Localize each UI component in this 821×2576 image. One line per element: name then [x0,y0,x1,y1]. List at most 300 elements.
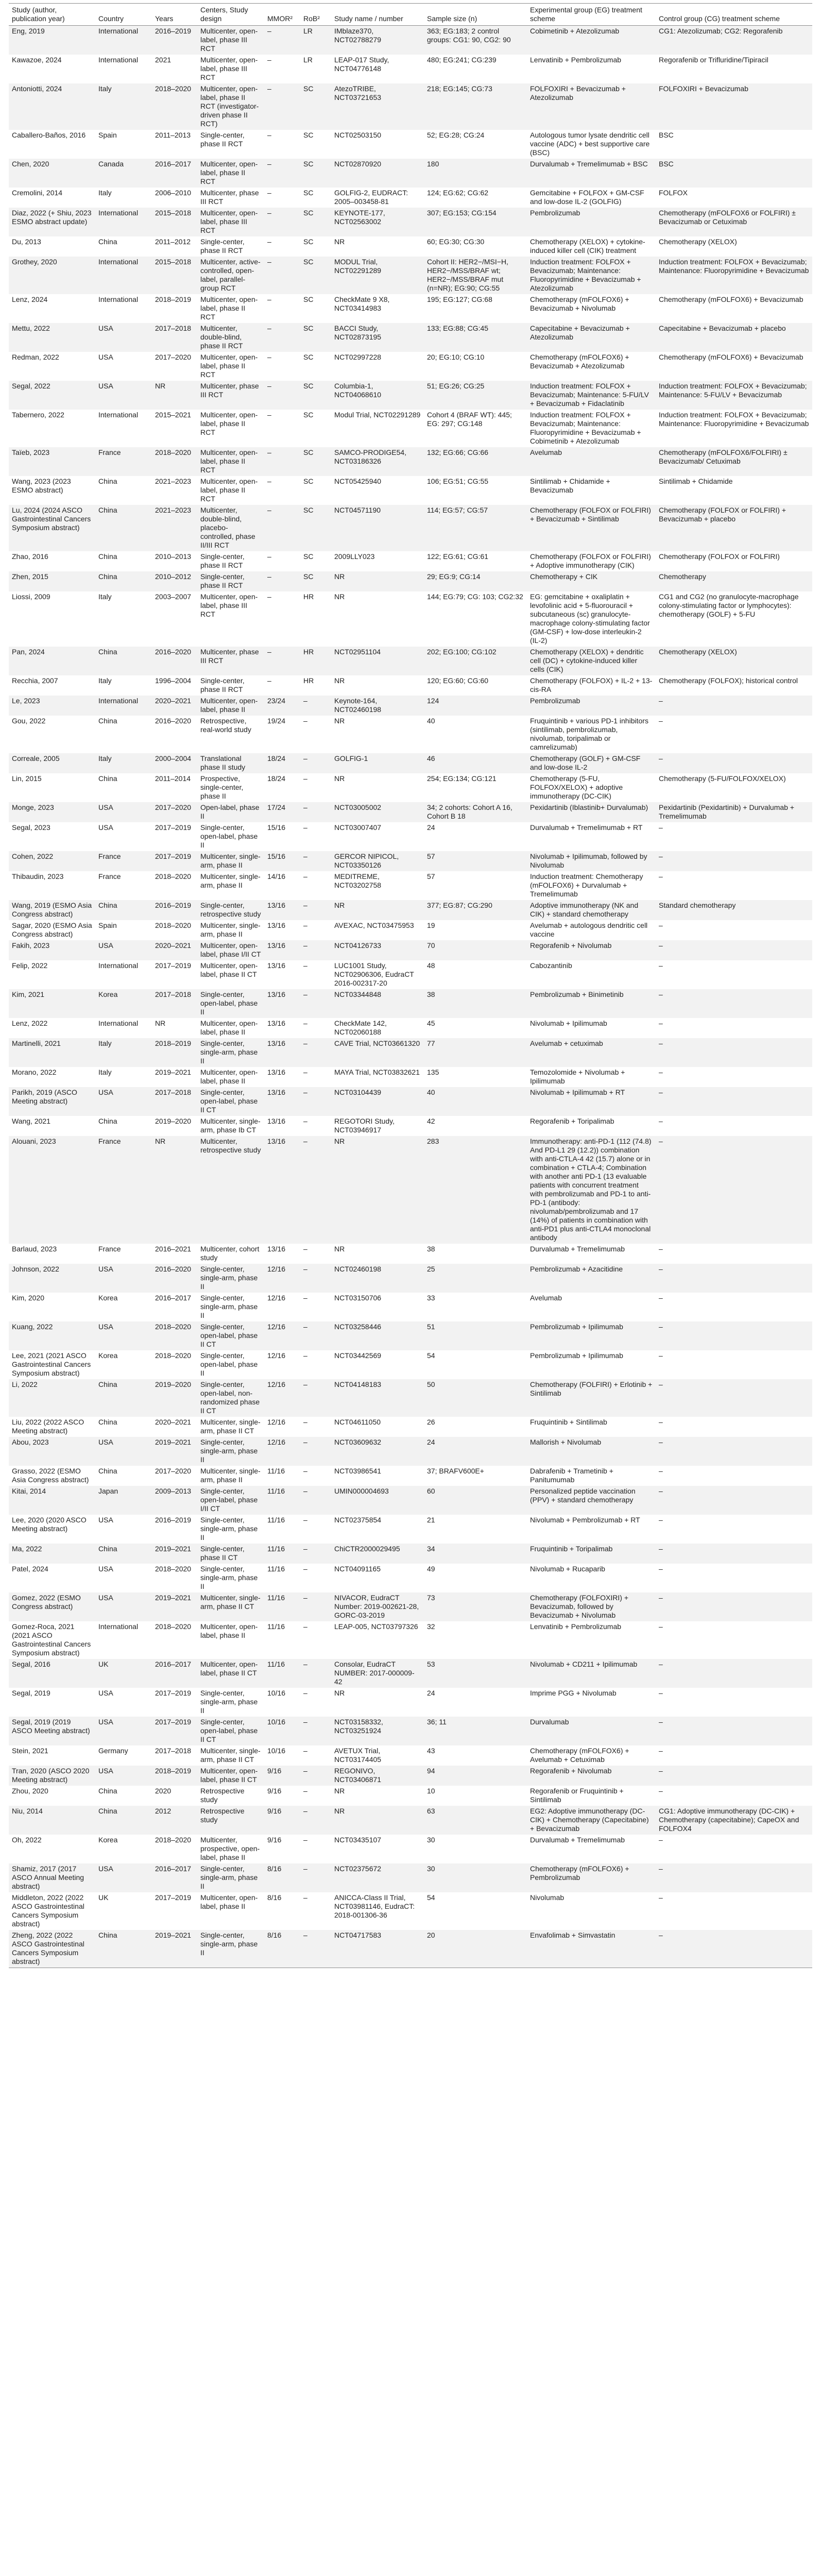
table-cell: – [300,1930,331,1968]
table-row [9,1659,812,1688]
table-cell: Single-center, single-arm, phase II [197,1038,264,1067]
table-cell: Multicenter, single-arm, phase II CT [197,1745,264,1766]
table-cell: 43 [424,1745,527,1766]
table-cell: Pembrolizumab + Ipilimumab [527,1321,656,1350]
table-cell: Multicenter, phase III RCT [197,188,264,208]
table-cell: Chemotherapy (GOLF) + GM-CSF and low-dose IL-2 [527,753,656,773]
table-cell: Chemotherapy (FOLFIRI) + Erlotinib + Sintilimab [527,1379,656,1417]
table-cell: Standard chemotherapy [656,900,812,920]
table-cell: BSC [656,159,812,188]
table-cell: Regorafenib + Nivolumab [527,940,656,960]
column-header: Experimental group (EG) treatment scheme [527,4,656,26]
table-cell: – [300,1437,331,1466]
table-cell: – [656,1018,812,1038]
table-cell: FOLFOXIRI + Bevacizumab [656,83,812,130]
table-cell: Induction treatment: Chemotherapy (mFOLFOX6) + Durvalumab + Tremelimumab [527,871,656,900]
table-cell: 2020–2021 [152,940,197,960]
table-cell: Lin, 2015 [9,773,95,802]
table-cell: 2017–2019 [152,960,197,989]
table-cell: 218; EG:145; CG:73 [424,83,527,130]
table-cell: – [656,960,812,989]
table-cell: Multicenter, double-blind, placebo-controlled, phase II/III RCT [197,505,264,551]
column-header: Years [152,4,197,26]
table-cell: – [300,1264,331,1293]
table-cell: Avelumab + cetuximab [527,1038,656,1067]
table-cell: Chemotherapy (mFOLFOX6) + Bevacizumab + Atezolizumab [527,352,656,381]
table-cell: MODUL Trial, NCT02291289 [331,257,424,294]
table-cell: 38 [424,989,527,1018]
table-cell: 2017–2019 [152,1892,197,1930]
table-cell: SC [300,188,331,208]
table-cell: Parikh, 2019 (ASCO Meeting abstract) [9,1087,95,1116]
table-cell: 363; EG:183; 2 control groups: CG1: 90, CG2: 90 [424,26,527,55]
table-cell: – [656,1930,812,1968]
table-cell: 21 [424,1515,527,1544]
table-cell: 11/16 [264,1659,300,1688]
table-cell: 51; EG:26; CG:25 [424,381,527,410]
table-cell: Induction treatment: FOLFOX + Bevacizumab; Maintenance: 5-FU/LV + Bevacizumab [656,381,812,410]
table-cell: Barlaud, 2023 [9,1244,95,1264]
table-cell: – [300,1321,331,1350]
table-cell: – [656,851,812,871]
table-cell: 11/16 [264,1621,300,1659]
table-cell: – [300,1892,331,1930]
table-cell: Multicenter, retrospective study [197,1136,264,1244]
table-cell: Multicenter, open-label, phase II RCT (investigator-driven phase II RCT) [197,83,264,130]
table-cell: CG1 and CG2 (no granulocyte-macrophage colony-stimulating factor or lymphocytes): chemotherapy (GOLF) + 5-FU [656,591,812,647]
table-cell: – [656,1892,812,1930]
table-cell: Retrospective, real-world study [197,716,264,753]
table-cell: 48 [424,960,527,989]
table-cell: Chen, 2020 [9,159,95,188]
table-cell: Single-center, open-label, phase II CT [197,1321,264,1350]
table-cell: Single-center, single-arm, phase II [197,1930,264,1968]
table-cell: SC [300,236,331,257]
table-cell: BSC [656,130,812,159]
table-cell: 2017–2019 [152,822,197,851]
table-row [9,1892,812,1930]
table-row [9,551,812,571]
table-cell: 12/16 [264,1350,300,1379]
table-cell: Personalized peptide vaccination (PPV) + standard chemotherapy [527,1486,656,1515]
table-cell: 2018–2020 [152,871,197,900]
table-cell: NCT03104439 [331,1087,424,1116]
table-cell: 34 [424,1544,527,1564]
table-cell: Lenz, 2022 [9,1018,95,1038]
table-cell: 2017–2019 [152,1717,197,1745]
table-cell: 25 [424,1264,527,1293]
table-cell: 2019–2021 [152,1067,197,1087]
table-cell: – [300,1766,331,1786]
table-row [9,920,812,940]
table-cell: 2017–2020 [152,352,197,381]
table-cell: Chemotherapy (mFOLFOX6 or FOLFIRI) ± Bevacizumab or Cetuximab [656,208,812,236]
table-row [9,1835,812,1863]
table-cell: Nivolumab + Ipilimumab [527,1018,656,1038]
table-cell: 2019–2021 [152,1930,197,1968]
table-cell: France [95,1136,152,1244]
table-cell: Chemotherapy (mFOLFOX6/FOLFIRI) ± Bevacizumab/ Cetuximab [656,447,812,476]
table-cell: 2018–2020 [152,1350,197,1379]
table-cell: 13/16 [264,940,300,960]
table-cell: 13/16 [264,1018,300,1038]
table-cell: – [264,55,300,83]
table-cell: Durvalumab + Tremelimumab + RT [527,822,656,851]
table-cell: 2017–2019 [152,851,197,871]
table-cell: Regorafenib + Toripalimab [527,1116,656,1136]
table-cell: – [656,1717,812,1745]
table-cell: China [95,773,152,802]
table-cell: LR [300,26,331,55]
table-cell: Durvalumab + Tremelimumab [527,1244,656,1264]
table-cell: Cremolini, 2014 [9,188,95,208]
table-cell: – [300,773,331,802]
table-cell: – [300,1621,331,1659]
table-row [9,851,812,871]
table-cell: – [656,989,812,1018]
table-cell: – [656,920,812,940]
table-cell: MAYA Trial, NCT03832621 [331,1067,424,1087]
table-cell: – [300,871,331,900]
table-cell: Segal, 2016 [9,1659,95,1688]
table-cell: Multicenter, open-label, phase II CT [197,1766,264,1786]
table-cell: Multicenter, open-label, phase II [197,1892,264,1930]
table-row [9,188,812,208]
table-cell: Oh, 2022 [9,1835,95,1863]
table-cell: USA [95,1717,152,1745]
table-cell: 10/16 [264,1717,300,1745]
table-row [9,83,812,130]
table-cell: – [300,1116,331,1136]
table-cell: 13/16 [264,1087,300,1116]
table-cell: FOLFOXIRI + Bevacizumab + Atezolizumab [527,83,656,130]
table-cell: Fruquintinib + Toripalimab [527,1544,656,1564]
table-cell: Pexidartinib (Pexidartinib) + Durvalumab + Tremelimumab [656,802,812,822]
table-row [9,257,812,294]
table-cell: China [95,1930,152,1968]
table-cell: Korea [95,1835,152,1863]
table-cell: Chemotherapy (FOLFOX) + IL-2 + 13-cis-RA [527,675,656,696]
table-cell: Multicenter, open-label, phase II CT [197,1659,264,1688]
table-cell: NCT03007407 [331,822,424,851]
table-cell: 10/16 [264,1688,300,1717]
table-cell: – [300,1564,331,1592]
table-row [9,1038,812,1067]
column-header: RoB² [300,4,331,26]
table-cell: – [656,1244,812,1264]
table-cell: Lenvatinib + Pembrolizumab [527,55,656,83]
table-cell: International [95,696,152,716]
table-cell: Grothey, 2020 [9,257,95,294]
table-cell: 2015–2018 [152,257,197,294]
table-row [9,1515,812,1544]
table-cell: 2019–2021 [152,1437,197,1466]
table-cell: 46 [424,753,527,773]
table-cell: – [656,1515,812,1544]
table-cell: Kitai, 2014 [9,1486,95,1515]
table-cell: 2016–2021 [152,1244,197,1264]
table-cell: NR [152,1136,197,1244]
table-cell: 2018–2020 [152,1621,197,1659]
table-cell: Multicenter, open-label, phase II RCT [197,352,264,381]
table-cell: China [95,1379,152,1417]
table-cell: France [95,851,152,871]
table-cell: Italy [95,83,152,130]
table-cell: Regorafenib + Nivolumab [527,1766,656,1786]
table-cell: Segal, 2019 (2019 ASCO Meeting abstract) [9,1717,95,1745]
table-cell: 2017–2018 [152,989,197,1018]
table-cell: International [95,294,152,323]
table-cell: 2019–2020 [152,1379,197,1417]
table-cell: Kim, 2020 [9,1293,95,1321]
table-cell: Multicenter, phase III RCT [197,647,264,675]
table-row [9,323,812,352]
table-cell: Lee, 2021 (2021 ASCO Gastrointestinal Cancers Symposium abstract) [9,1350,95,1379]
table-cell: Multicenter, single-arm, phase II CT [197,1592,264,1621]
table-cell: – [300,1018,331,1038]
table-cell: – [300,1835,331,1863]
table-row [9,159,812,188]
table-cell: Multicenter, phase III RCT [197,381,264,410]
table-cell: Induction treatment: FOLFOX + Bevacizumab; Maintenance: Fluoropyrimidine + Bevacizumab + Cobimetinib + Atezolizumab [527,410,656,447]
table-cell: SC [300,352,331,381]
table-cell: 1996–2004 [152,675,197,696]
table-cell: – [264,410,300,447]
table-cell: – [264,188,300,208]
table-cell: NCT03442569 [331,1350,424,1379]
table-cell: – [264,381,300,410]
table-row [9,1437,812,1466]
table-cell: 57 [424,851,527,871]
table-row [9,208,812,236]
table-cell: 2019–2020 [152,1116,197,1136]
table-cell: – [656,1350,812,1379]
table-row [9,410,812,447]
table-cell: USA [95,1863,152,1892]
table-cell: 19 [424,920,527,940]
table-cell: France [95,871,152,900]
table-cell: Multicenter, open-label, phase III RCT [197,208,264,236]
table-cell: Prospective, single-center, phase II [197,773,264,802]
table-cell: Wang, 2023 (2023 ESMO abstract) [9,476,95,505]
table-cell: – [300,1417,331,1437]
table-cell: Chemotherapy (mFOLFOX6) + Avelumab + Cetuximab [527,1745,656,1766]
table-cell: – [300,1466,331,1486]
table-cell: 2020 [152,1786,197,1806]
table-cell: NR [331,1688,424,1717]
table-cell: 2016–2020 [152,1264,197,1293]
table-cell: 2018–2020 [152,447,197,476]
table-cell: – [300,822,331,851]
table-cell: 2003–2007 [152,591,197,647]
table-row [9,571,812,591]
table-cell: 57 [424,871,527,900]
table-cell: Caballero-Baños, 2016 [9,130,95,159]
table-cell: 2011–2012 [152,236,197,257]
table-cell: 50 [424,1379,527,1417]
table-cell: UK [95,1659,152,1688]
table-cell: NCT03258446 [331,1321,424,1350]
table-cell: 12/16 [264,1379,300,1417]
table-cell: Gomez, 2022 (ESMO Congress abstract) [9,1592,95,1621]
table-cell: CheckMate 142, NCT02060188 [331,1018,424,1038]
table-cell: NCT02951104 [331,647,424,675]
table-cell: 23/24 [264,696,300,716]
table-cell: Regorafenib or Trifluridine/Tipiracil [656,55,812,83]
table-cell: China [95,1806,152,1835]
table-cell: USA [95,1592,152,1621]
table-cell: USA [95,381,152,410]
table-cell: NCT03986541 [331,1466,424,1486]
table-cell: Chemotherapy [656,571,812,591]
table-cell: Multicenter, single-arm, phase II [197,851,264,871]
table-cell: HR [300,675,331,696]
table-cell: Single-center, single-arm, phase II [197,1688,264,1717]
table-cell: 20; EG:10; CG:10 [424,352,527,381]
table-cell: Italy [95,753,152,773]
table-cell: Chemotherapy (XELOX) + dendritic cell (DC) + cytokine-induced killer cells (CIK) [527,647,656,675]
table-cell: Retrospective study [197,1806,264,1835]
table-cell: Multicenter, double-blind, phase II RCT [197,323,264,352]
table-cell: GERCOR NIPICOL, NCT03350126 [331,851,424,871]
table-cell: – [264,130,300,159]
table-cell: Sintilimab + Chidamide [656,476,812,505]
table-cell: International [95,55,152,83]
table-cell: Pembrolizumab [527,696,656,716]
table-cell: – [656,1544,812,1564]
table-cell: USA [95,822,152,851]
table-cell: International [95,1621,152,1659]
table-cell: Retrospective study [197,1786,264,1806]
table-cell: 13/16 [264,960,300,989]
table-row [9,1786,812,1806]
table-cell: Pembrolizumab + Ipilimumab [527,1350,656,1379]
table-cell: – [656,1688,812,1717]
table-cell: Avelumab [527,447,656,476]
table-cell: Cohort II: HER2−/MSI−H, HER2−/MSS/BRAF wt; HER2−/MSS/BRAF mut (n=NR); EG:90; CG:55 [424,257,527,294]
table-row [9,1087,812,1116]
table-cell: 377; EG:87; CG:290 [424,900,527,920]
table-cell: 60; EG:30; CG:30 [424,236,527,257]
table-row [9,940,812,960]
table-cell: 2011–2013 [152,130,197,159]
table-cell: Translational phase II study [197,753,264,773]
table-cell: Multicenter, open-label, phase II [197,1621,264,1659]
table-cell: Multicenter, single-arm, phase II [197,871,264,900]
table-cell: – [656,1417,812,1437]
table-cell: – [656,1379,812,1417]
table-cell: International [95,1018,152,1038]
table-cell: NCT02375854 [331,1515,424,1544]
table-cell: 9/16 [264,1766,300,1786]
table-row [9,960,812,989]
table-body [9,26,812,1968]
table-cell: Induction treatment: FOLFOX + Bevacizumab; Maintenance: Fluoropyrimidine + Bevacizumab [656,410,812,447]
table-cell: Multicenter, prospective, open-label, phase II [197,1835,264,1863]
table-cell: NCT02460198 [331,1264,424,1293]
table-cell: China [95,647,152,675]
table-cell: International [95,257,152,294]
table-cell: CAVE Trial, NCT03661320 [331,1038,424,1067]
table-cell: 10/16 [264,1745,300,1766]
table-cell: UK [95,1892,152,1930]
table-row [9,26,812,55]
table-cell: 180 [424,159,527,188]
table-cell: 33 [424,1293,527,1321]
table-cell: NCT04126733 [331,940,424,960]
table-row [9,130,812,159]
table-cell: Ma, 2022 [9,1544,95,1564]
table-cell: Pembrolizumab + Azacitidine [527,1264,656,1293]
table-cell: – [264,447,300,476]
table-cell: Keynote-164, NCT02460198 [331,696,424,716]
table-cell: 144; EG:79; CG: 103; CG2:32 [424,591,527,647]
table-cell: Correale, 2005 [9,753,95,773]
table-cell: NR [331,900,424,920]
table-cell: Induction treatment: FOLFOX + Bevacizumab; Maintenance: Fluoropyrimidine + Bevacizumab + Atezolizumab [527,257,656,294]
table-cell: AVETUX Trial, NCT03174405 [331,1745,424,1766]
table-cell: 2018–2020 [152,920,197,940]
table-cell: Fruquintinib + Sintilimab [527,1417,656,1437]
table-cell: – [300,1592,331,1621]
table-cell: 10 [424,1786,527,1806]
table-cell: GOLFIG-2, EUDRACT: 2005–003458-81 [331,188,424,208]
table-cell: – [656,1087,812,1116]
table-cell: Multicenter, cohort study [197,1244,264,1264]
table-cell: – [300,753,331,773]
table-row [9,696,812,716]
table-cell: – [300,1659,331,1688]
table-cell: 17/24 [264,802,300,822]
table-cell: Avelumab + autologous dendritic cell vaccine [527,920,656,940]
table-cell: 12/16 [264,1321,300,1350]
table-cell: SAMCO-PRODIGE54, NCT03186326 [331,447,424,476]
table-cell: Germany [95,1745,152,1766]
table-cell: Durvalumab [527,1717,656,1745]
table-cell: USA [95,1515,152,1544]
table-cell: Redman, 2022 [9,352,95,381]
table-cell: 30 [424,1863,527,1892]
table-cell: 114; EG:57; CG:57 [424,505,527,551]
table-cell: Single-center, open-label, phase II CT [197,1087,264,1116]
table-cell: FOLFOX [656,188,812,208]
table-cell: SC [300,410,331,447]
table-cell: Columbia-1, NCT04068610 [331,381,424,410]
table-cell: 49 [424,1564,527,1592]
table-cell: 12/16 [264,1293,300,1321]
table-cell: 2018–2020 [152,1564,197,1592]
table-cell: NCT02997228 [331,352,424,381]
table-cell: Nivolumab + Ipilimumab + RT [527,1087,656,1116]
table-cell: 52; EG:28; CG:24 [424,130,527,159]
table-cell: Multicenter, open-label, phase III RCT [197,591,264,647]
table-cell: Chemotherapy (FOLFOX or FOLFIRI) + Bevacizumab + Sintilimab [527,505,656,551]
table-cell: 12/16 [264,1417,300,1437]
table-cell: Italy [95,1067,152,1087]
table-cell: – [300,1786,331,1806]
table-cell: 2018–2020 [152,83,197,130]
table-cell: SC [300,323,331,352]
table-cell: China [95,1786,152,1806]
table-cell: Cohort 4 (BRAF WT): 445; EG: 297; CG:148 [424,410,527,447]
table-cell: NCT04148183 [331,1379,424,1417]
table-row [9,1717,812,1745]
table-cell: SC [300,505,331,551]
table-cell: NCT04611050 [331,1417,424,1437]
table-cell: 11/16 [264,1592,300,1621]
table-cell: Martinelli, 2021 [9,1038,95,1067]
table-cell: – [264,159,300,188]
